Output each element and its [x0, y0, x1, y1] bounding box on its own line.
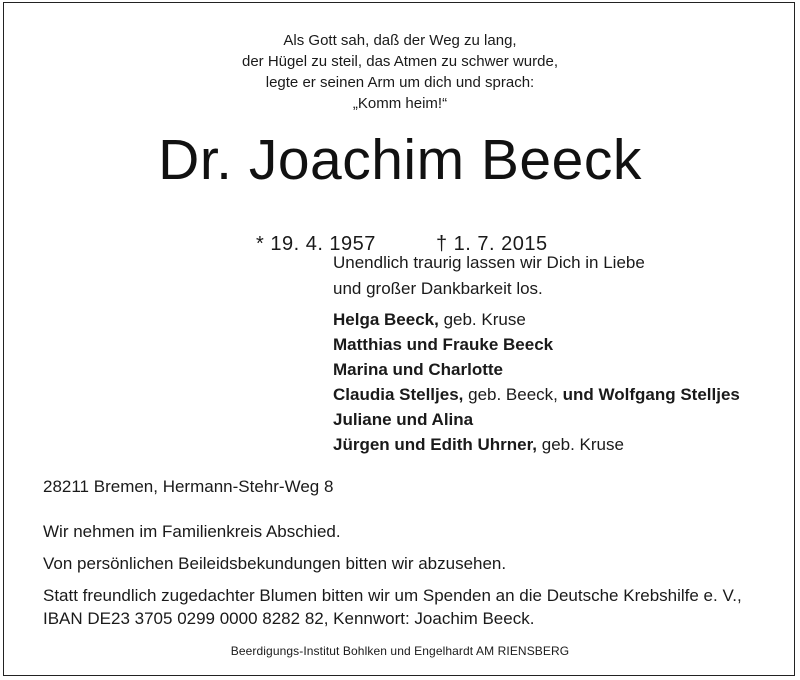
verse-line: legte er seinen Arm um dich und sprach: [265, 74, 535, 91]
birth-date: * 19. 4. 1957 [256, 233, 376, 255]
donation-note-line1: Statt freundlich zugedachter Blumen bitten wir um Spenden an die Deutsche Krebshilfe e. V., [43, 586, 742, 605]
family-list [333, 307, 740, 457]
death-date: † 1. 7. 2015 [436, 233, 548, 255]
donation-note-line2: IBAN DE23 3705 0299 0000 8282 82, Kennwort: Joachim Beeck. [43, 609, 535, 628]
family-member: Matthias und Frauke Beeck [333, 335, 554, 354]
funeral-home-footer: Beerdigungs-Institut Bohlken und Engelhardt AM RIENSBERG [230, 644, 570, 658]
family-member: Juliane und Alina [333, 410, 474, 429]
farewell-note: Wir nehmen im Familienkreis Abschied. [43, 522, 341, 541]
address: 28211 Bremen, Hermann-Stehr-Weg 8 [43, 477, 334, 496]
notes [43, 520, 742, 630]
condolences-note: Von persönlichen Beileidsbekundungen bitten wir abzusehen. [43, 554, 507, 573]
family-member: Jürgen und Edith Uhrner, geb. Kruse [333, 435, 624, 454]
verse-line: Als Gott sah, daß der Weg zu lang, [283, 32, 517, 49]
closing-text [333, 250, 645, 302]
verse-line: der Hügel zu steil, das Atmen zu schwer wurde, [242, 53, 558, 70]
verse [0, 30, 800, 114]
closing-line: Unendlich traurig lassen wir Dich in Liebe [333, 253, 645, 272]
closing-line: und großer Dankbarkeit los. [333, 279, 543, 298]
family-member: Marina und Charlotte [333, 360, 504, 379]
verse-line: „Komm heim!“ [352, 95, 448, 112]
family-member: Claudia Stelljes, geb. Beeck, und Wolfgang Stelljes [333, 385, 740, 404]
family-member: Helga Beeck, geb. Kruse [333, 310, 526, 329]
deceased-name: Dr. Joachim Beeck [158, 128, 642, 192]
